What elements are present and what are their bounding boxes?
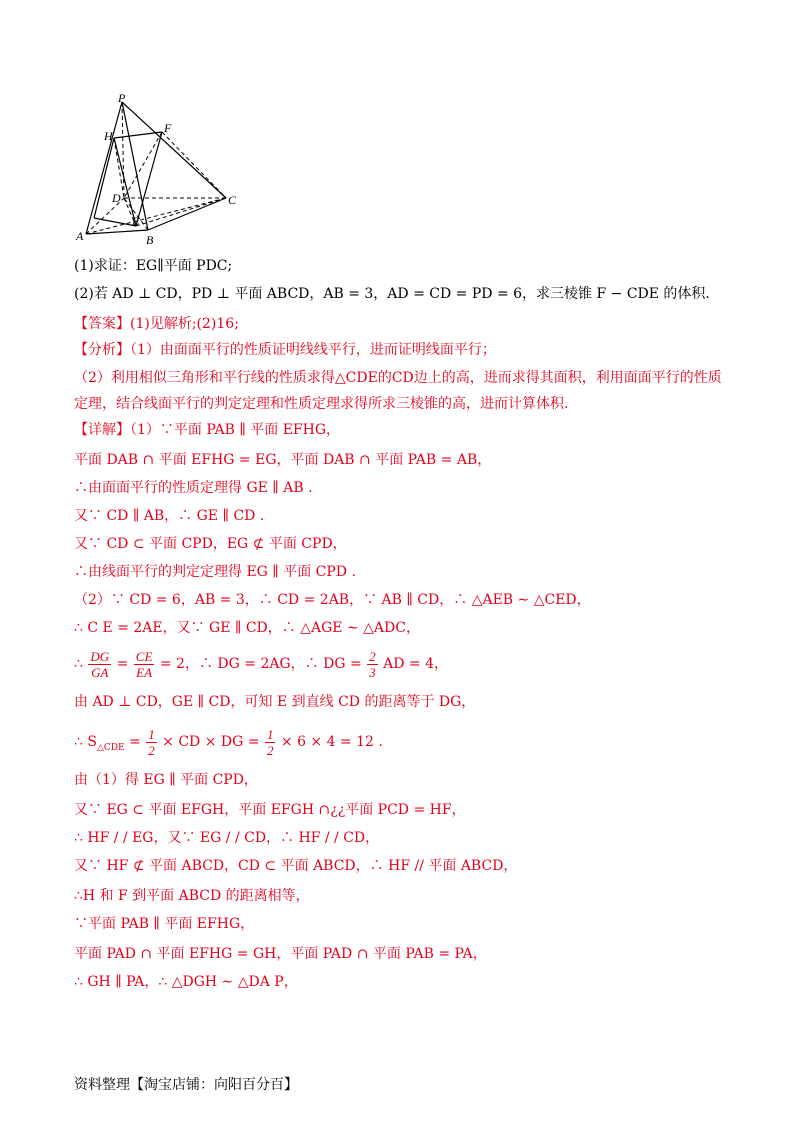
label-P: P bbox=[118, 92, 126, 105]
edge-AC bbox=[86, 198, 226, 234]
fraction-tail-1: = 2，∴ bbox=[159, 656, 213, 672]
edge-PC bbox=[122, 102, 226, 198]
fraction-dg-ga: $\frac{DG}{GA}$ bbox=[90, 648, 110, 680]
analysis-line-2: （2）利用相似三角形和平行线的性质求得△CDE的CD边上的高，进而求得其面积，利用面面平行的性质 bbox=[74, 370, 722, 386]
analysis-line-3: 定理，结合线面平行的判定定理和性质定理求得所求三棱锥的高，进而计算体积. bbox=[74, 396, 569, 412]
question-1: (1)求证：EG∥平面 PDC; bbox=[74, 258, 233, 274]
detail-line-6: ∴由线面平行的判定定理得 EG ∥ 平面 CPD . bbox=[74, 564, 356, 580]
edge-EC bbox=[136, 198, 226, 226]
therefore-symbol: ∴ bbox=[74, 656, 83, 672]
detail-line-17: ∵平面 PAB ∥ 平面 EFHG， bbox=[74, 916, 255, 932]
edge-PD bbox=[122, 102, 124, 198]
fraction-two-thirds: $\frac{2}{3}$ bbox=[369, 648, 376, 680]
detail-line-7: （2）∵ CD = 6，AB = 3，∴ CD = 2AB，∵ AB ∥ CD，∴ △AEB ∼ △CED， bbox=[74, 592, 591, 608]
detail-line-8: ∴ C E = 2AE，又∵ GE ∥ CD，∴ △AGE ∼ △ADC， bbox=[74, 620, 420, 636]
edge-BC bbox=[148, 198, 226, 230]
detail-line-19: ∴ GH ∥ PA，∴ △DGH ∼ △DA P， bbox=[74, 974, 298, 990]
question-2: (2)若 AD ⊥ CD，PD ⊥ 平面 ABCD，AB = 3，AD = CD = PD = 6，求三棱锥 F − CDE 的体积. bbox=[74, 286, 710, 302]
detail-line-2: 平面 DAB ∩ 平面 EFHG = EG，平面 DAB ∩ 平面 PAB = AB， bbox=[74, 452, 492, 468]
detail-line-10: 由 AD ⊥ CD，GE ∥ CD，可知 E 到直线 CD 的距离等于 DG， bbox=[74, 694, 476, 710]
footer-source: 资料整理【淘宝店铺：向阳百分百】 bbox=[74, 1077, 298, 1093]
detail-line-18: 平面 PAD ∩ 平面 EFHG = GH，平面 PAD ∩ 平面 PAB = PA， bbox=[74, 946, 487, 962]
fraction-mid: DG = 2AG，∴ DG = bbox=[217, 656, 362, 672]
edge-FE bbox=[136, 132, 162, 226]
detail-line-13: 又∵ EG ⊂ 平面 EFGH，平面 EFGH ∩¿¿平面 PCD = HF， bbox=[74, 802, 466, 818]
label-D: D bbox=[112, 191, 121, 205]
fraction-tail-2: AD = 4， bbox=[383, 656, 448, 672]
detail-line-3: ∴由面面平行的性质定理得 GE ∥ AB . bbox=[74, 480, 313, 496]
label-H: H bbox=[104, 129, 113, 143]
edge-HG bbox=[94, 138, 114, 218]
area-equals: = bbox=[129, 734, 141, 750]
analysis-line-1: 【分析】（1）由面面平行的性质证明线线平行，进而证明线面平行； bbox=[74, 342, 496, 358]
edge-PB bbox=[122, 102, 148, 230]
area-subscript: △CDE bbox=[96, 742, 125, 753]
answer-line: 【答案】(1)见解析;(2)16; bbox=[74, 316, 239, 332]
edge-PA bbox=[86, 102, 122, 234]
detail-line-14: ∴ HF / / EG，又∵ EG / / CD，∴ HF / / CD， bbox=[74, 830, 380, 846]
edge-FC bbox=[162, 132, 226, 198]
pyramid-figure bbox=[72, 92, 252, 252]
detail-line-5: 又∵ CD ⊂ 平面 CPD，EG ⊄ 平面 CPD， bbox=[74, 536, 347, 552]
label-B: B bbox=[146, 233, 154, 247]
label-F: F bbox=[164, 121, 172, 135]
area-tail: × 6 × 4 = 12 . bbox=[280, 734, 383, 750]
fraction-one-half-b: $\frac{1}{2}$ bbox=[266, 726, 274, 758]
detail-line-12: 由（1）得 EG ∥ 平面 CPD， bbox=[74, 772, 258, 788]
detail-line-15: 又∵ HF ⊄ 平面 ABCD，CD ⊂ 平面 ABCD，∴ HF // 平面 ABCD， bbox=[74, 858, 518, 874]
detail-line-4: 又∵ CD ∥ AB，∴ GE ∥ CD . bbox=[74, 508, 265, 524]
fraction-line bbox=[74, 648, 448, 680]
area-lead: ∴ S bbox=[74, 734, 97, 750]
area-line bbox=[74, 726, 383, 764]
label-E: E bbox=[132, 214, 140, 228]
detail-line-16: ∴H 和 F 到平面 ABCD 的距离相等， bbox=[74, 888, 310, 904]
fraction-ce-ea: $\frac{CE}{EA}$ bbox=[135, 648, 153, 680]
equals-sign: = bbox=[116, 656, 129, 672]
area-mid: × CD × DG = bbox=[162, 734, 260, 750]
detail-line-1: 【详解】（1）∵平面 PAB ∥ 平面 EFHG， bbox=[74, 422, 341, 438]
label-C: C bbox=[228, 193, 237, 207]
label-A: A bbox=[76, 229, 84, 243]
fraction-one-half-a: $\frac{1}{2}$ bbox=[148, 726, 155, 758]
edge-GE bbox=[94, 218, 136, 226]
edge-HF bbox=[114, 132, 162, 138]
